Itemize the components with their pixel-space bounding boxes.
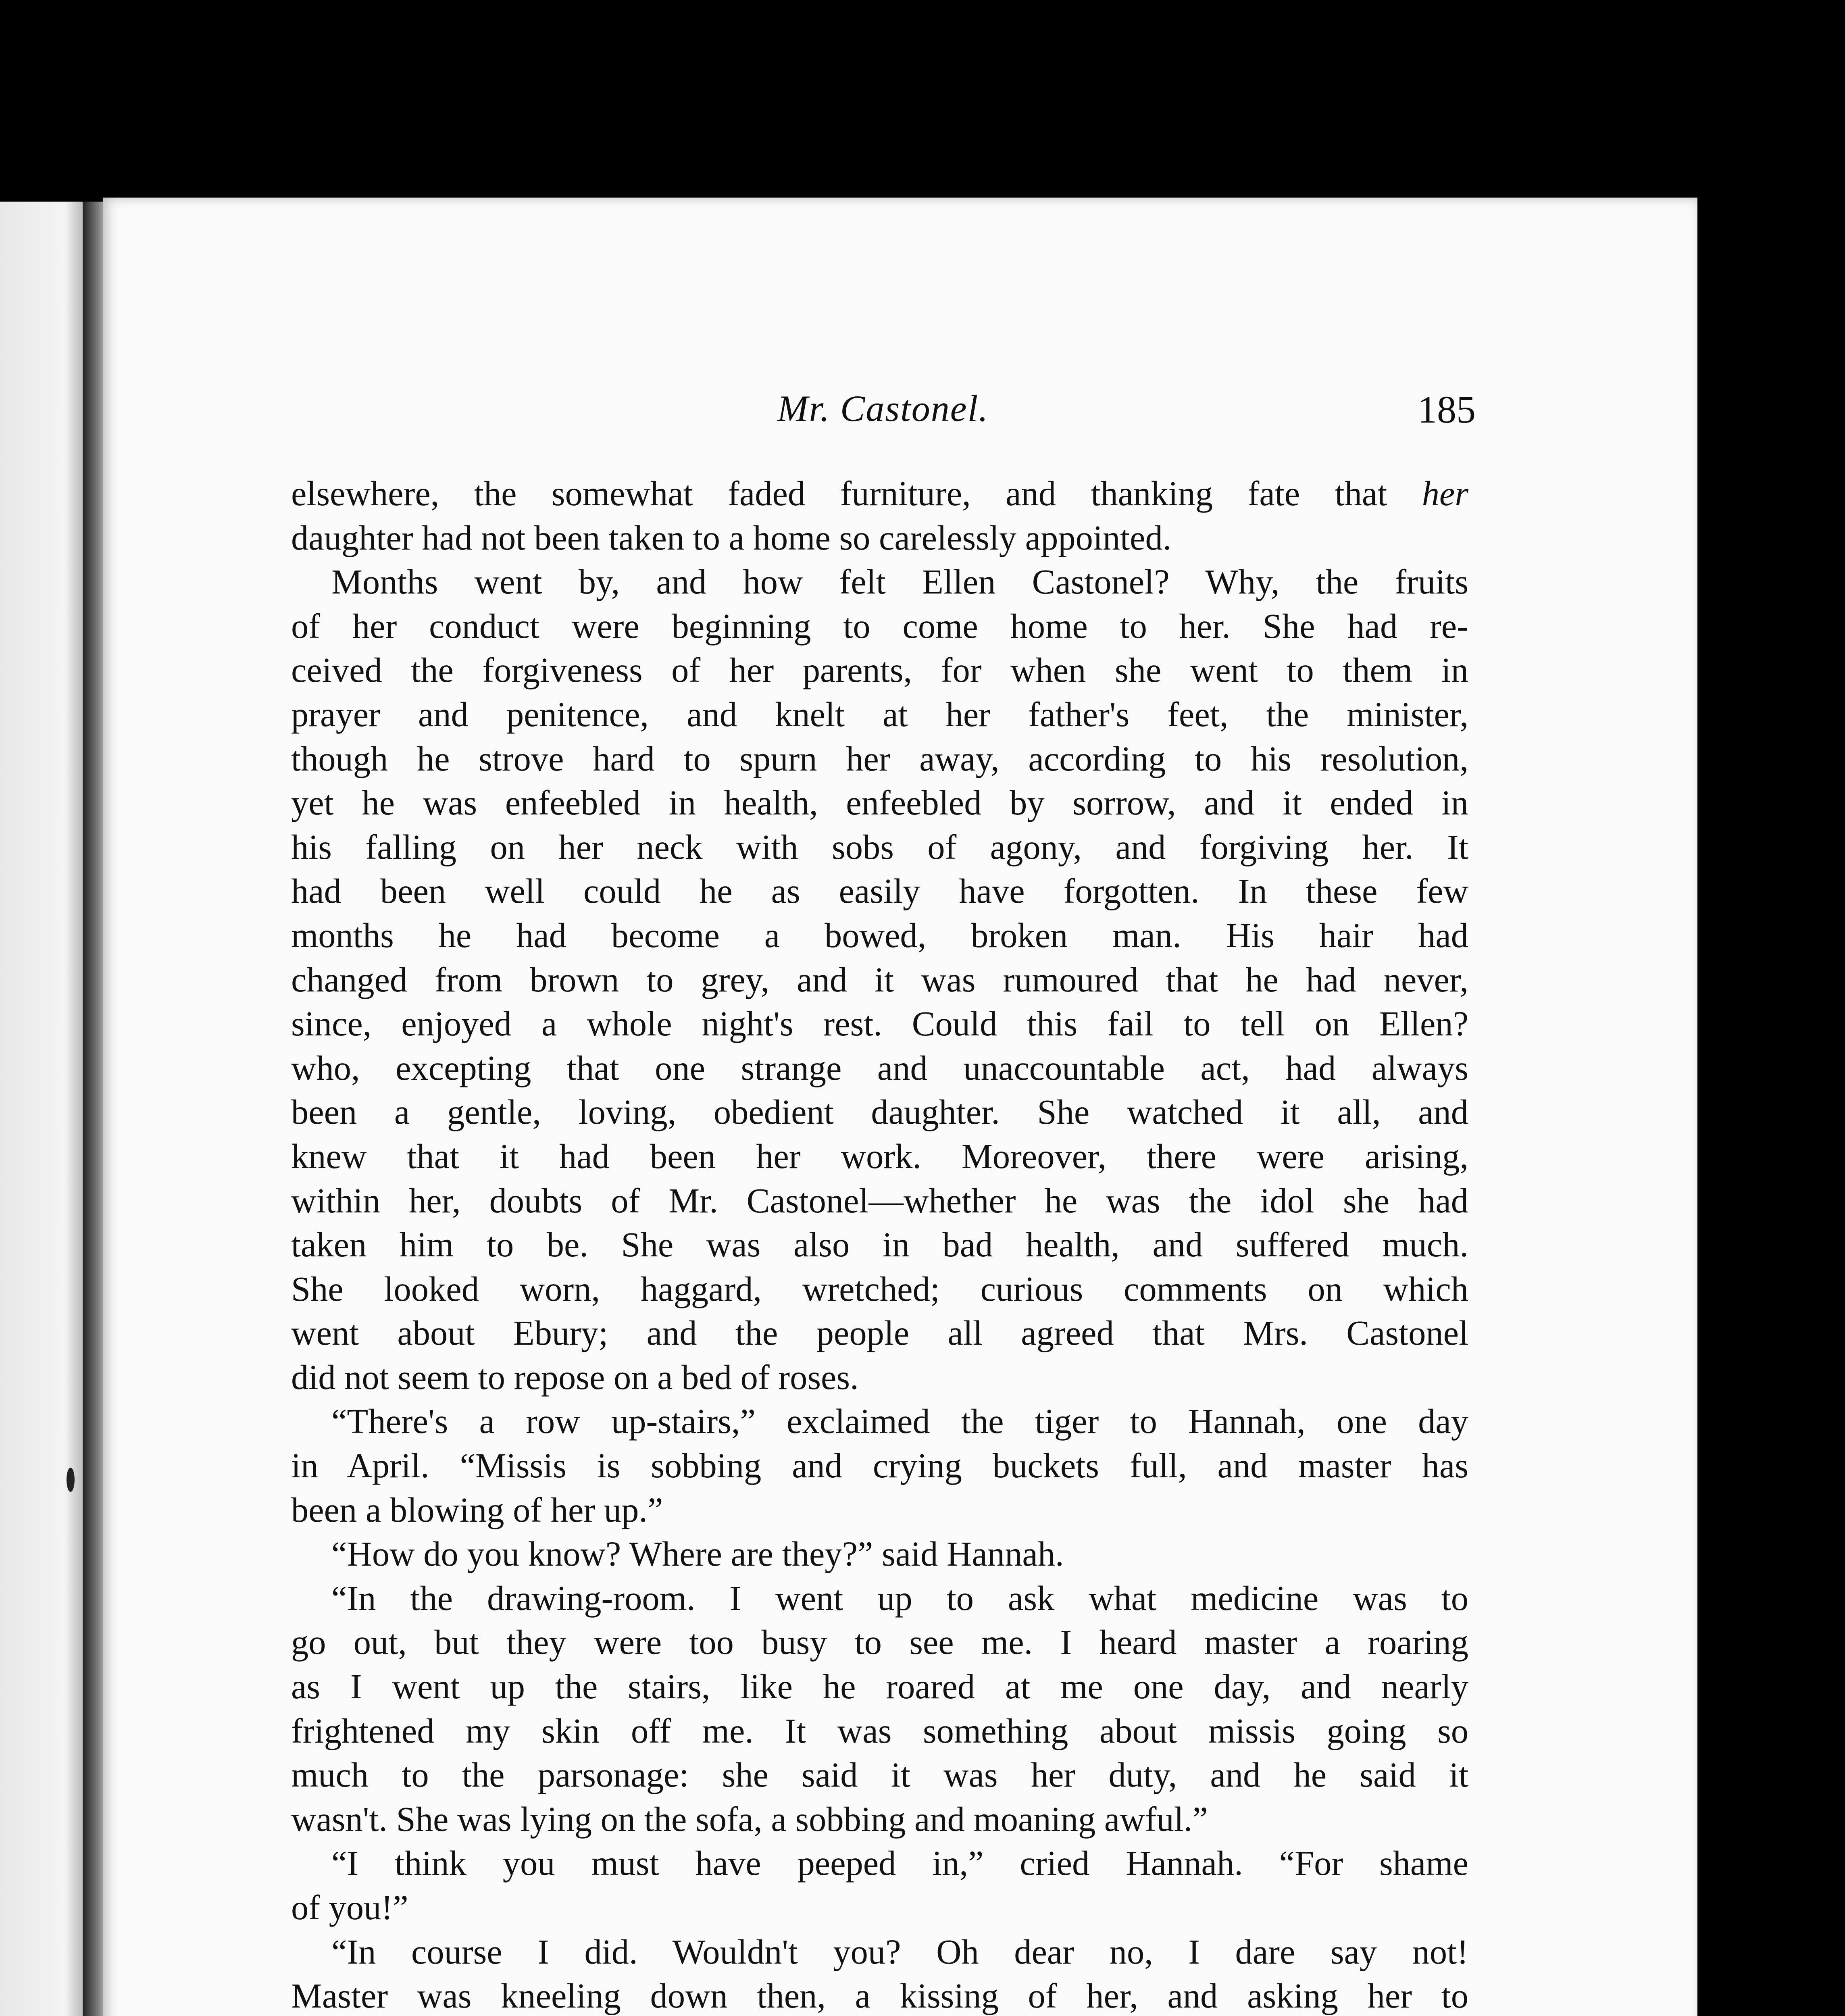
- text-line: “There's a row up-stairs,” exclaimed the tiger to Hannah, one day: [331, 1402, 1468, 1441]
- text-line: though he strove hard to spurn her away, according to his resolution,: [291, 739, 1468, 778]
- text-line: “In the drawing-room. I went up to ask what medicine was to: [331, 1579, 1468, 1618]
- text-line: months he had become a bowed, broken man. His hair had: [291, 916, 1468, 955]
- facing-page-edge: [0, 202, 93, 2016]
- text-line: daughter had not been taken to a home so carelessly appointed.: [291, 518, 1172, 557]
- text-line: did not seem to repose on a bed of roses.: [291, 1358, 859, 1397]
- text-line: “How do you know? Where are they?” said Hannah.: [331, 1535, 1064, 1574]
- text-line: “I think you must have peeped in,” cried Hannah. “For shame: [331, 1844, 1468, 1883]
- text-line: went about Ebury; and the people all agreed that Mrs. Castonel: [291, 1314, 1468, 1353]
- emphasis: her: [1422, 474, 1468, 513]
- text-line: as I went up the stairs, like he roared at me one day, and nearly: [291, 1667, 1468, 1706]
- text-line: She looked worn, haggard, wretched; curious comments on which: [291, 1269, 1468, 1308]
- text-line: of her conduct were beginning to come home to her. She had re-: [291, 606, 1468, 646]
- page-number: 185: [1418, 388, 1476, 431]
- text-line: much to the parsonage: she said it was her duty, and he said it: [291, 1756, 1468, 1795]
- text-line: go out, but they were too busy to see me. I heard master a roaring: [291, 1623, 1468, 1662]
- text-line: within her, doubts of Mr. Castonel—whether he was the idol she had: [291, 1181, 1468, 1220]
- text-line: of you!”: [291, 1888, 408, 1927]
- text-line: yet he was enfeebled in health, enfeebled by sorrow, and it ended in: [291, 783, 1468, 823]
- text-line: “In course I did. Wouldn't you? Oh dear no, I dare say not!: [331, 1932, 1468, 1971]
- text-line: his falling on her neck with sobs of agony, and forgiving her. It: [291, 827, 1468, 866]
- text-line: been a gentle, loving, obedient daughter. She watched it all, and: [291, 1093, 1468, 1132]
- text-line: in April. “Missis is sobbing and crying buckets full, and master has: [291, 1446, 1468, 1485]
- scan-speck: [67, 1468, 75, 1492]
- text-line: Master was kneeling down then, a kissing of her, and asking her to: [291, 1976, 1468, 2016]
- text-line: changed from brown to grey, and it was rumoured that he had never,: [291, 960, 1468, 999]
- text-line: elsewhere, the somewhat faded furniture, and thanking fate that her: [291, 474, 1468, 513]
- text-line: ceived the forgiveness of her parents, for when she went to them in: [291, 651, 1468, 690]
- text-line: frightened my skin off me. It was something about missis going so: [291, 1711, 1468, 1750]
- running-title: Mr. Castonel.: [777, 388, 989, 429]
- text-line: taken him to be. She was also in bad health, and suffered much.: [291, 1225, 1468, 1264]
- text-line: wasn't. She was lying on the sofa, a sobbing and moaning awful.”: [291, 1799, 1208, 1839]
- text-line: since, enjoyed a whole night's rest. Could this fail to tell on Ellen?: [291, 1004, 1468, 1043]
- body-text: [291, 472, 1468, 2016]
- text-line: had been well could he as easily have forgotten. In these few: [291, 872, 1468, 911]
- page-header: [290, 387, 1476, 452]
- text-line: been a blowing of her up.”: [291, 1490, 663, 1529]
- text-line: Months went by, and how felt Ellen Castonel? Why, the fruits: [331, 562, 1468, 602]
- text-line: prayer and penitence, and knelt at her father's feet, the minister,: [291, 695, 1468, 734]
- text-line: who, excepting that one strange and unaccountable act, had always: [291, 1048, 1468, 1087]
- text-line: knew that it had been her work. Moreover, there were arising,: [291, 1137, 1468, 1176]
